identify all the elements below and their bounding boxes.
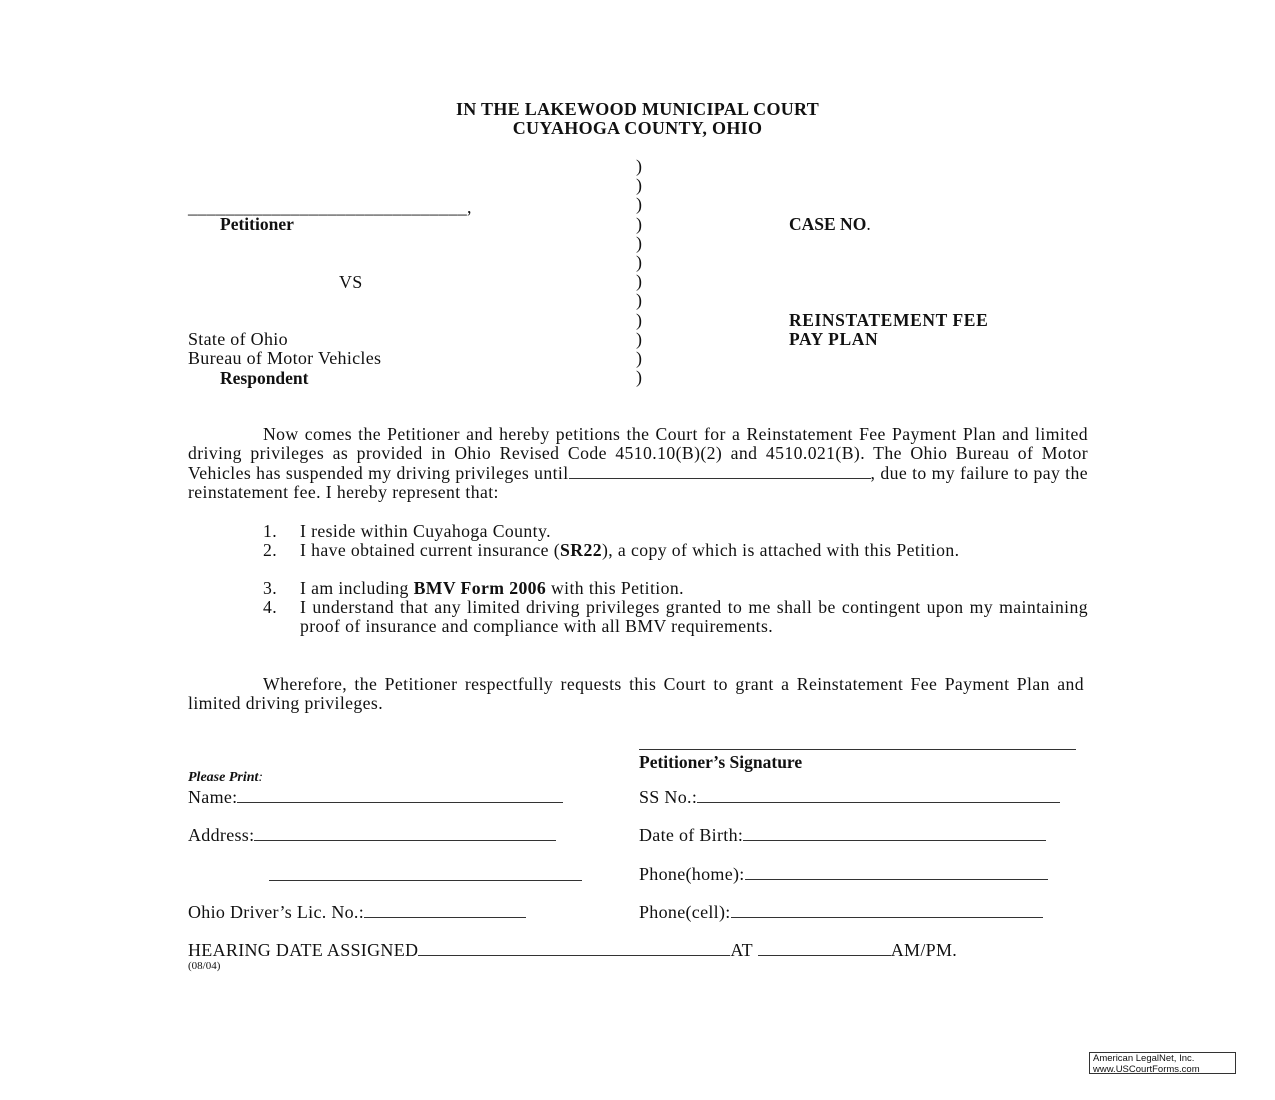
address-line2-blank[interactable]: [269, 880, 582, 881]
bmv-form-emphasis: BMV Form 2006: [413, 578, 547, 598]
petitioner-name-blank[interactable]: ______________________________,: [188, 197, 472, 217]
list-item-number: 1.: [263, 521, 278, 541]
paren: ): [636, 252, 642, 273]
respondent-label: Respondent: [220, 368, 309, 388]
publisher-url: www.USCourtForms.com: [1093, 1063, 1200, 1075]
phone-home-blank[interactable]: [745, 865, 1048, 880]
list-item-text: I am including BMV Form 2006 with this Petition.: [300, 578, 684, 598]
license-field[interactable]: [188, 902, 526, 923]
paren: ): [636, 328, 642, 349]
phone-home-field[interactable]: [639, 864, 1048, 885]
ss-blank[interactable]: [697, 788, 1060, 803]
hearing-date-label: HEARING DATE ASSIGNED: [188, 940, 419, 960]
publisher-name: American LegalNet, Inc.: [1093, 1053, 1195, 1064]
intro-text-part1: Now comes the Petitioner and hereby petitions the Court for a Reinstatement Fee Payment Plan and limited driving privileges as provided in Ohio Revised Code 4510.10(B)(2) and 4510.021(B). The Ohio Bureau of Motor Vehicles has suspended my driving privileges until: [188, 424, 1088, 483]
please-print: Please Print:: [188, 770, 264, 785]
dob-blank[interactable]: [743, 826, 1046, 841]
paren: ): [636, 367, 642, 388]
suspension-date-blank[interactable]: [569, 464, 871, 479]
court-name: IN THE LAKEWOOD MUNICIPAL COURT: [455, 99, 820, 119]
sr22-emphasis: SR22: [560, 540, 602, 560]
address-field[interactable]: [188, 825, 556, 846]
list-item-number: 4.: [263, 597, 278, 617]
paren: ): [636, 348, 642, 369]
paren: ): [636, 309, 642, 330]
hearing-at-label: AT: [730, 940, 753, 960]
name-field[interactable]: [188, 787, 563, 808]
address-label: Address:: [188, 825, 255, 845]
paren: ): [636, 290, 642, 311]
versus-label: VS: [339, 272, 363, 292]
publisher-stamp: [1089, 1052, 1236, 1074]
license-blank[interactable]: [364, 903, 526, 918]
name-label: Name:: [188, 787, 238, 807]
signature-label: Petitioner’s Signature: [639, 752, 803, 772]
phone-cell-label: Phone(cell):: [639, 902, 731, 922]
ss-label: SS No.:: [639, 787, 698, 807]
dob-field[interactable]: [639, 825, 1046, 846]
document-title-line2: PAY PLAN: [789, 329, 879, 349]
hearing-time-blank[interactable]: [758, 941, 891, 956]
paren: ): [636, 213, 642, 234]
respondent-state: State of Ohio: [188, 329, 288, 349]
phone-cell-field[interactable]: [639, 902, 1043, 923]
list-item-text: I have obtained current insurance (SR22), a copy of which is attached with this Petition.: [300, 540, 960, 560]
respondent-bureau: Bureau of Motor Vehicles: [188, 348, 382, 368]
case-number-label: CASE NO: [789, 214, 867, 234]
paren: ): [636, 175, 642, 196]
document-title-line1: REINSTATEMENT FEE: [789, 310, 989, 330]
hearing-ampm-label: AM/PM.: [890, 940, 958, 960]
list-item-number: 2.: [263, 540, 278, 560]
form-revision-code: (08/04): [188, 960, 221, 972]
petition-intro: [188, 425, 1088, 502]
paren: ): [636, 232, 642, 253]
court-county: CUYAHOGA COUNTY, OHIO: [512, 118, 763, 138]
ss-field[interactable]: [639, 787, 1060, 808]
paren: ): [636, 194, 642, 215]
hearing-date-blank[interactable]: [418, 941, 730, 956]
address-blank[interactable]: [254, 826, 556, 841]
signature-line[interactable]: [639, 749, 1076, 750]
phone-home-label: Phone(home):: [639, 864, 745, 884]
case-number-dot: .: [866, 214, 871, 234]
list-item-number: 3.: [263, 578, 278, 598]
intro-text-part2: , due to my failure to pay the reinstatement fee. I hereby represent that:: [188, 462, 1088, 502]
wherefore-clause: Wherefore, the Petitioner respectfully requests this Court to grant a Reinstatement Fee Payment Plan and limited driving privileges.: [188, 674, 1084, 714]
list-item-text: I reside within Cuyahoga County.: [300, 521, 551, 541]
dob-label: Date of Birth:: [639, 825, 744, 845]
name-blank[interactable]: [237, 788, 563, 803]
license-label: Ohio Driver’s Lic. No.:: [188, 902, 365, 922]
hearing-date-row: [188, 940, 957, 961]
paren: ): [636, 156, 642, 176]
petitioner-label: Petitioner: [220, 214, 294, 234]
paren: ): [636, 271, 642, 292]
case-number[interactable]: [789, 214, 871, 235]
phone-cell-blank[interactable]: [731, 903, 1043, 918]
caption-divider: [636, 157, 650, 387]
list-item-text: I understand that any limited driving privileges granted to me shall be contingent upon my maintaining proof of insurance and compliance with all BMV requirements.: [300, 597, 1088, 637]
